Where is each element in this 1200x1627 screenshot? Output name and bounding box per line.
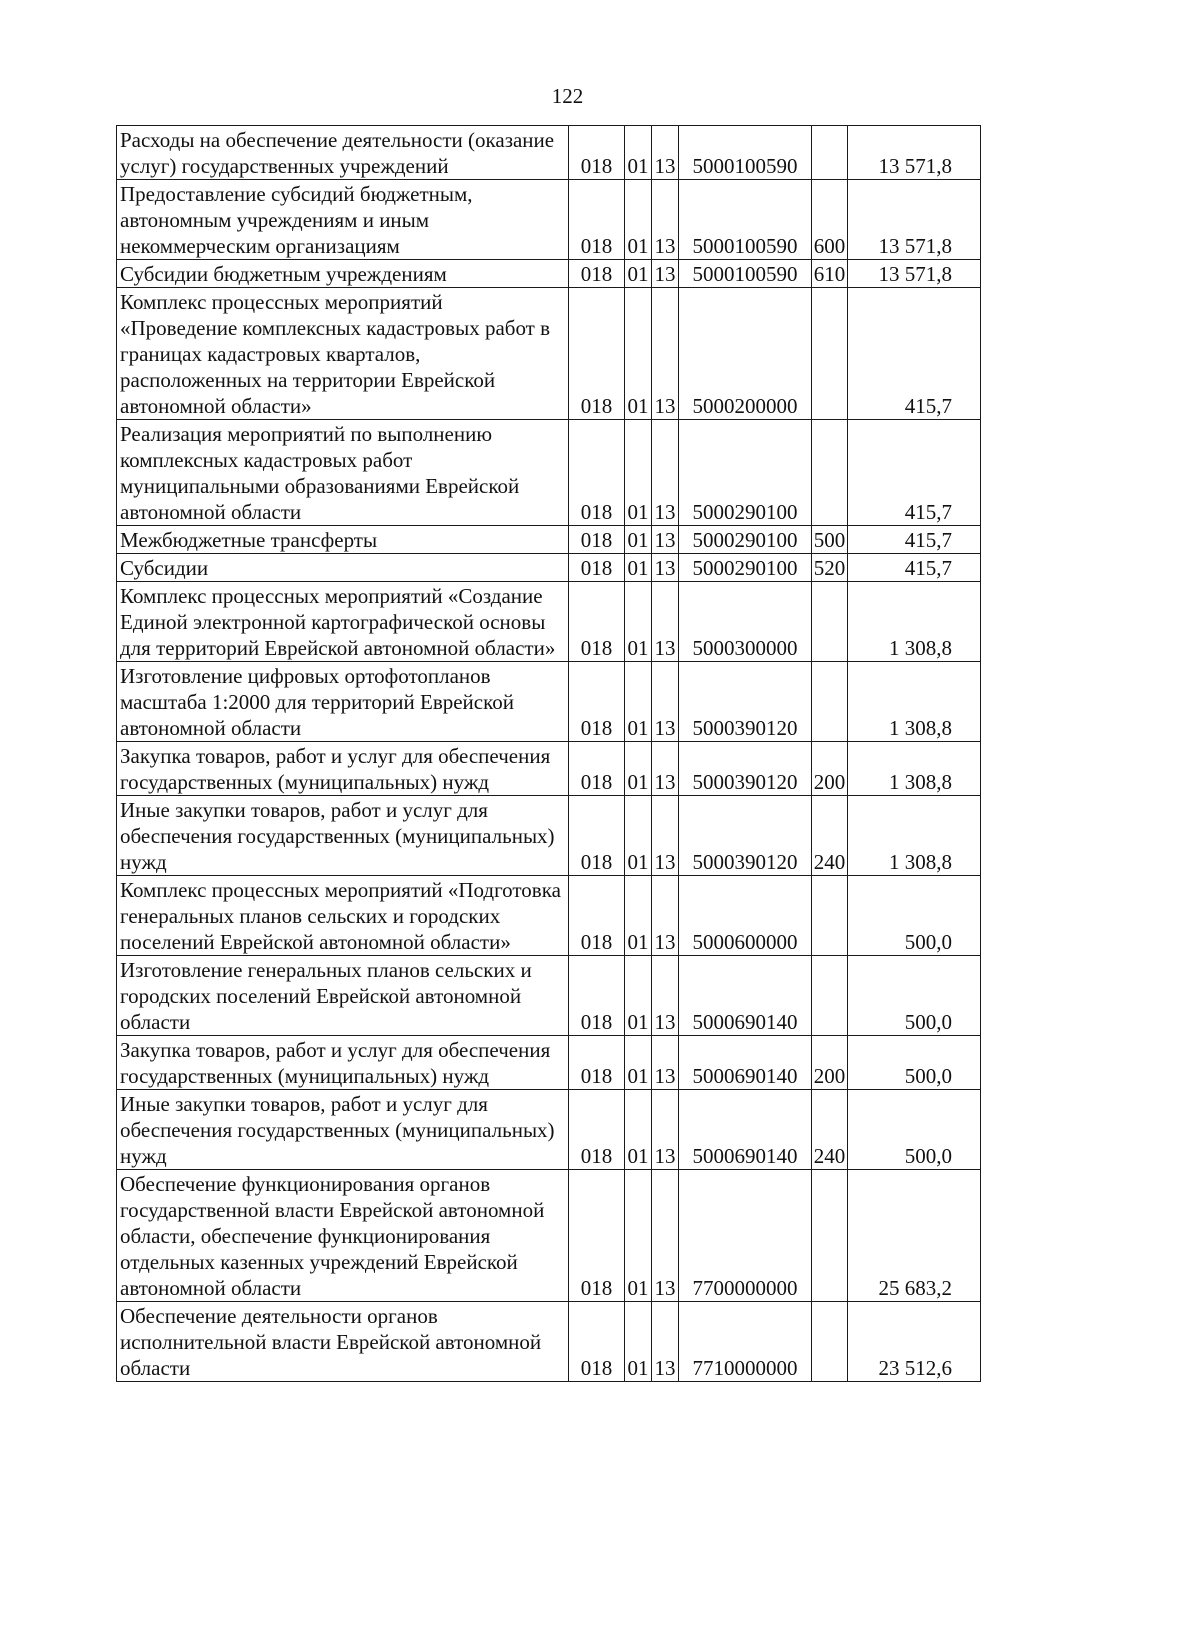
- subsection-code-cell: 13: [652, 876, 679, 956]
- expense-type-cell: [812, 420, 848, 526]
- expense-type-cell: [812, 1302, 848, 1382]
- expense-type-cell: 500: [812, 526, 848, 554]
- grbs-code-cell: 018: [569, 1036, 625, 1090]
- section-code-cell: 01: [625, 554, 652, 582]
- subsection-code-cell: 13: [652, 956, 679, 1036]
- expense-type-cell: [812, 876, 848, 956]
- expense-type-cell: [812, 582, 848, 662]
- subsection-code-cell: 13: [652, 554, 679, 582]
- table-row: [117, 1036, 981, 1090]
- amount-cell: 500,0: [848, 1036, 981, 1090]
- table-row: [117, 796, 981, 876]
- target-article-cell: 5000100590: [679, 126, 812, 180]
- expense-name-cell: Обеспечение деятельности органов исполнительной власти Еврейской автономной области: [117, 1302, 569, 1382]
- amount-cell: 500,0: [848, 876, 981, 956]
- amount-cell: 1 308,8: [848, 742, 981, 796]
- expense-name-cell: Изготовление цифровых ортофотопланов масштаба 1:2000 для территорий Еврейской автономной области: [117, 662, 569, 742]
- subsection-code-cell: 13: [652, 742, 679, 796]
- section-code-cell: 01: [625, 876, 652, 956]
- expense-type-cell: 240: [812, 1090, 848, 1170]
- target-article-cell: 5000290100: [679, 420, 812, 526]
- grbs-code-cell: 018: [569, 1170, 625, 1302]
- subsection-code-cell: 13: [652, 662, 679, 742]
- amount-cell: 23 512,6: [848, 1302, 981, 1382]
- amount-cell: 415,7: [848, 288, 981, 420]
- table-row: [117, 662, 981, 742]
- table-row: [117, 180, 981, 260]
- expense-type-cell: 520: [812, 554, 848, 582]
- table-row: [117, 742, 981, 796]
- expense-name-cell: Субсидии: [117, 554, 569, 582]
- section-code-cell: 01: [625, 1090, 652, 1170]
- target-article-cell: 5000100590: [679, 180, 812, 260]
- amount-cell: 1 308,8: [848, 796, 981, 876]
- table-row: [117, 260, 981, 288]
- target-article-cell: 5000390120: [679, 796, 812, 876]
- target-article-cell: 5000690140: [679, 956, 812, 1036]
- budget-table-body: [117, 126, 981, 1382]
- table-row: [117, 956, 981, 1036]
- table-row: [117, 876, 981, 956]
- subsection-code-cell: 13: [652, 1090, 679, 1170]
- subsection-code-cell: 13: [652, 126, 679, 180]
- subsection-code-cell: 13: [652, 582, 679, 662]
- expense-name-cell: Реализация мероприятий по выполнению комплексных кадастровых работ муниципальными образованиями Еврейской автономной области: [117, 420, 569, 526]
- table-row: [117, 554, 981, 582]
- target-article-cell: 5000390120: [679, 742, 812, 796]
- amount-cell: 13 571,8: [848, 126, 981, 180]
- section-code-cell: 01: [625, 956, 652, 1036]
- expense-type-cell: [812, 956, 848, 1036]
- section-code-cell: 01: [625, 526, 652, 554]
- table-row: [117, 288, 981, 420]
- amount-cell: 415,7: [848, 526, 981, 554]
- section-code-cell: 01: [625, 1302, 652, 1382]
- page-number: 122: [551, 84, 584, 108]
- grbs-code-cell: 018: [569, 582, 625, 662]
- expense-name-cell: Предоставление субсидий бюджетным, автономным учреждениям и иным некоммерческим организациям: [117, 180, 569, 260]
- table-row: [117, 126, 981, 180]
- grbs-code-cell: 018: [569, 742, 625, 796]
- table-row: [117, 1302, 981, 1382]
- grbs-code-cell: 018: [569, 796, 625, 876]
- amount-cell: 500,0: [848, 1090, 981, 1170]
- table-row: [117, 582, 981, 662]
- grbs-code-cell: 018: [569, 288, 625, 420]
- section-code-cell: 01: [625, 582, 652, 662]
- subsection-code-cell: 13: [652, 1302, 679, 1382]
- target-article-cell: 5000300000: [679, 582, 812, 662]
- grbs-code-cell: 018: [569, 1302, 625, 1382]
- target-article-cell: 5000690140: [679, 1090, 812, 1170]
- grbs-code-cell: 018: [569, 126, 625, 180]
- grbs-code-cell: 018: [569, 420, 625, 526]
- target-article-cell: 7710000000: [679, 1302, 812, 1382]
- table-row: [117, 1170, 981, 1302]
- expense-name-cell: Комплекс процессных мероприятий «Проведение комплексных кадастровых работ в границах кадастровых кварталов, расположенных на территории Еврейской автономной области»: [117, 288, 569, 420]
- subsection-code-cell: 13: [652, 1036, 679, 1090]
- subsection-code-cell: 13: [652, 1170, 679, 1302]
- grbs-code-cell: 018: [569, 554, 625, 582]
- expense-name-cell: Субсидии бюджетным учреждениям: [117, 260, 569, 288]
- expense-type-cell: 240: [812, 796, 848, 876]
- section-code-cell: 01: [625, 796, 652, 876]
- grbs-code-cell: 018: [569, 180, 625, 260]
- section-code-cell: 01: [625, 662, 652, 742]
- table-row: [117, 420, 981, 526]
- expense-name-cell: Комплекс процессных мероприятий «Подготовка генеральных планов сельских и городских поселений Еврейской автономной области»: [117, 876, 569, 956]
- subsection-code-cell: 13: [652, 260, 679, 288]
- subsection-code-cell: 13: [652, 796, 679, 876]
- section-code-cell: 01: [625, 260, 652, 288]
- subsection-code-cell: 13: [652, 288, 679, 420]
- expense-type-cell: 200: [812, 742, 848, 796]
- target-article-cell: 5000600000: [679, 876, 812, 956]
- expense-type-cell: [812, 662, 848, 742]
- amount-cell: 13 571,8: [848, 260, 981, 288]
- amount-cell: 415,7: [848, 554, 981, 582]
- section-code-cell: 01: [625, 288, 652, 420]
- grbs-code-cell: 018: [569, 662, 625, 742]
- target-article-cell: 7700000000: [679, 1170, 812, 1302]
- target-article-cell: 5000690140: [679, 1036, 812, 1090]
- expense-name-cell: Расходы на обеспечение деятельности (оказание услуг) государственных учреждений: [117, 126, 569, 180]
- amount-cell: 415,7: [848, 420, 981, 526]
- expense-name-cell: Комплекс процессных мероприятий «Создание Единой электронной картографической основы для территорий Еврейской автономной области»: [117, 582, 569, 662]
- target-article-cell: 5000290100: [679, 526, 812, 554]
- amount-cell: 500,0: [848, 956, 981, 1036]
- table-row: [117, 1090, 981, 1170]
- subsection-code-cell: 13: [652, 180, 679, 260]
- amount-cell: 25 683,2: [848, 1170, 981, 1302]
- expense-type-cell: 200: [812, 1036, 848, 1090]
- grbs-code-cell: 018: [569, 956, 625, 1036]
- grbs-code-cell: 018: [569, 1090, 625, 1170]
- expense-name-cell: Обеспечение функционирования органов государственной власти Еврейской автономной области, обеспечение функционирования отдельных казенных учреждений Еврейской автономной области: [117, 1170, 569, 1302]
- grbs-code-cell: 018: [569, 876, 625, 956]
- section-code-cell: 01: [625, 420, 652, 526]
- expense-name-cell: Иные закупки товаров, работ и услуг для обеспечения государственных (муниципальных) нужд: [117, 796, 569, 876]
- grbs-code-cell: 018: [569, 260, 625, 288]
- section-code-cell: 01: [625, 742, 652, 796]
- amount-cell: 1 308,8: [848, 662, 981, 742]
- expense-name-cell: Межбюджетные трансферты: [117, 526, 569, 554]
- section-code-cell: 01: [625, 1036, 652, 1090]
- expense-type-cell: 600: [812, 180, 848, 260]
- target-article-cell: 5000100590: [679, 260, 812, 288]
- expense-type-cell: [812, 288, 848, 420]
- expense-name-cell: Иные закупки товаров, работ и услуг для обеспечения государственных (муниципальных) нужд: [117, 1090, 569, 1170]
- expense-type-cell: [812, 126, 848, 180]
- expense-type-cell: 610: [812, 260, 848, 288]
- section-code-cell: 01: [625, 1170, 652, 1302]
- amount-cell: 13 571,8: [848, 180, 981, 260]
- target-article-cell: 5000390120: [679, 662, 812, 742]
- target-article-cell: 5000200000: [679, 288, 812, 420]
- subsection-code-cell: 13: [652, 526, 679, 554]
- table-row: [117, 526, 981, 554]
- budget-table: [116, 125, 981, 1382]
- grbs-code-cell: 018: [569, 526, 625, 554]
- expense-name-cell: Закупка товаров, работ и услуг для обеспечения государственных (муниципальных) нужд: [117, 1036, 569, 1090]
- section-code-cell: 01: [625, 180, 652, 260]
- expense-name-cell: Закупка товаров, работ и услуг для обеспечения государственных (муниципальных) нужд: [117, 742, 569, 796]
- expense-type-cell: [812, 1170, 848, 1302]
- expense-name-cell: Изготовление генеральных планов сельских и городских поселений Еврейской автономной области: [117, 956, 569, 1036]
- section-code-cell: 01: [625, 126, 652, 180]
- target-article-cell: 5000290100: [679, 554, 812, 582]
- amount-cell: 1 308,8: [848, 582, 981, 662]
- subsection-code-cell: 13: [652, 420, 679, 526]
